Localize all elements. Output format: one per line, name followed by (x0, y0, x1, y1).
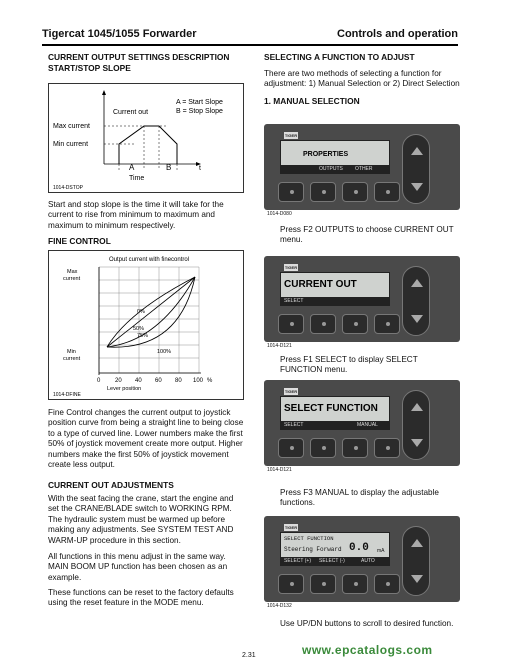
f2-button[interactable] (310, 182, 336, 202)
adjustments-paragraph: With the seat facing the crane, start the engine and set the CRANE/BLADE switch to WORKING RPM. The hydraulic system must be warmed up before making any adjustments. See SYSTEM TEST AND WARM-UP procedure in this section. (48, 494, 234, 545)
softkey-f3[interactable]: AUTO (361, 558, 375, 564)
figure-id: 1014-DSTOP (53, 185, 83, 191)
display-panel (264, 124, 460, 217)
slope-diagram (49, 84, 243, 192)
legend-b: B = Stop Slope (176, 108, 223, 115)
heading-current-out-adjustments: CURRENT OUT ADJUSTMENTS (48, 480, 174, 490)
x-tick: 20 (115, 378, 122, 384)
y-max-label-2: current (63, 276, 81, 282)
panel-group-2 (264, 256, 464, 376)
down-arrow-icon[interactable] (411, 439, 423, 447)
panel-caption: Press F2 OUTPUTS to choose CURRENT OUT menu. (280, 225, 454, 245)
heading-start-stop-slope: START/STOP SLOPE (48, 63, 131, 73)
down-arrow-icon[interactable] (411, 183, 423, 191)
panel-caption: Press F1 SELECT to display SELECT FUNCTION menu. (280, 355, 418, 375)
page-header (42, 26, 458, 46)
f4-button[interactable] (374, 182, 400, 202)
display-panel (264, 516, 460, 609)
down-arrow-icon[interactable] (411, 315, 423, 323)
curve-label-75: 75% (137, 333, 149, 339)
softkey-f3[interactable]: MANUAL (357, 422, 378, 428)
panel-group-1 (264, 124, 464, 244)
softkey-f1[interactable]: SELECT (284, 422, 304, 428)
f3-button[interactable] (342, 438, 368, 458)
figure-id: 1014-D121 (267, 467, 292, 473)
y-min-label-2: current (63, 356, 81, 362)
screen-title: CURRENT OUT (284, 279, 357, 290)
softkey-bar (281, 165, 389, 173)
f4-button[interactable] (374, 438, 400, 458)
x-axis-label: Lever position (107, 386, 142, 392)
fine-control-description: Fine Control changes the current output to joystick position curve from being a straight line to being close to a type of curved line. Lower numbers make the first 50% of joystick movement create more output. Higher numbers make the first 50% of joystick movement create less output. (48, 408, 244, 470)
heading-fine-control: FINE CONTROL (48, 236, 111, 246)
x-tick: 80 (175, 378, 182, 384)
display-panel (264, 256, 460, 349)
slope-description: Start and stop slope is the time it will take for the current to rise from minimum to maximum and maximum to minimum respectively. (48, 200, 224, 230)
section-title: Controls and operation (337, 28, 458, 40)
softkey-f2[interactable]: SELECT (-) (319, 558, 345, 564)
display-screen (280, 272, 390, 306)
selection-methods: There are two methods of selecting a function for adjustment: 1) Manual Selection or 2) Direct Selection (264, 69, 460, 89)
label-a: A (129, 163, 135, 172)
heading-manual-selection: 1. MANUAL SELECTION (264, 95, 360, 106)
f3-button[interactable] (342, 314, 368, 334)
up-arrow-icon[interactable] (411, 403, 423, 411)
panel-group-3 (264, 380, 464, 508)
current-value: 0.0 (349, 542, 369, 554)
display-screen (280, 396, 390, 430)
fine-control-chart (49, 251, 243, 399)
up-down-rocker[interactable] (402, 526, 430, 596)
function-name: Steering Forward (284, 546, 342, 553)
curve-label-100: 100% (157, 349, 172, 355)
watermark-url: www.epcatalogs.com (302, 643, 433, 657)
manual-title: Tigercat 1045/1055 Forwarder (42, 28, 197, 40)
f2-button[interactable] (310, 438, 336, 458)
up-down-rocker[interactable] (402, 134, 430, 204)
label-b: B (166, 163, 172, 172)
y-max-label: Max (67, 269, 78, 275)
y-min-label: Min (67, 349, 76, 355)
softkey-bar (281, 297, 389, 305)
screen-title: PROPERTIES (303, 151, 349, 158)
softkey-bar (281, 421, 389, 429)
heading-current-output-settings: CURRENT OUTPUT SETTINGS DESCRIPTION (48, 52, 230, 62)
f3-button[interactable] (342, 574, 368, 594)
softkey-f2[interactable]: OUTPUTS (319, 166, 343, 172)
f2-button[interactable] (310, 574, 336, 594)
x-tick: 40 (135, 378, 142, 384)
start-stop-slope-figure (48, 83, 244, 193)
tigercat-logo: TIGER (284, 133, 298, 138)
softkey-bar (281, 557, 389, 565)
label-current-out: Current out (113, 109, 149, 116)
softkey-f1[interactable]: SELECT (284, 298, 304, 304)
up-down-rocker[interactable] (402, 390, 430, 460)
screen-title: SELECT FUNCTION (284, 403, 378, 414)
right-column (264, 52, 464, 107)
x-tick: % (207, 378, 213, 384)
tigercat-logo: TIGER (284, 389, 298, 394)
up-arrow-icon[interactable] (411, 279, 423, 287)
f3-button[interactable] (342, 182, 368, 202)
f1-button[interactable] (278, 574, 304, 594)
figure-id: 1014-D080 (267, 211, 292, 217)
screen-title: SELECT FUNCTION (284, 535, 334, 542)
left-column (48, 52, 244, 74)
softkey-f3[interactable]: OTHER (355, 166, 373, 172)
softkey-f1[interactable]: SELECT (+) (284, 558, 311, 564)
f4-button[interactable] (374, 314, 400, 334)
figure-id: 1014-D121 (267, 343, 292, 349)
panel-group-4 (264, 516, 464, 640)
up-arrow-icon[interactable] (411, 539, 423, 547)
x-tick: 60 (155, 378, 162, 384)
tigercat-logo: TIGER (284, 265, 298, 270)
fine-control-figure (48, 250, 244, 400)
page-number: 2.31 (242, 652, 256, 659)
f1-button[interactable] (278, 314, 304, 334)
curve-label-50: 50% (133, 326, 145, 332)
label-max-current: Max current (53, 123, 90, 130)
f4-button[interactable] (374, 574, 400, 594)
heading-selecting-function: SELECTING A FUNCTION TO ADJUST (264, 52, 415, 62)
curve-label-0: 0% (137, 309, 145, 315)
display-screen (280, 140, 390, 174)
x-tick: 0 (97, 378, 101, 384)
panel-caption: Use UP/DN buttons to scroll to desired function. (280, 619, 454, 628)
current-unit: mA (377, 548, 385, 554)
down-arrow-icon[interactable] (411, 575, 423, 583)
reset-paragraph: These functions can be reset to the factory defaults using the reset feature in the MODE menu. (48, 588, 234, 608)
f2-button[interactable] (310, 314, 336, 334)
figure-id: 1014-D132 (267, 603, 292, 609)
label-t: t (199, 165, 201, 172)
fine-control-title: Output current with finecontrol (109, 257, 190, 263)
label-time: Time (129, 175, 145, 182)
f1-button[interactable] (278, 438, 304, 458)
display-panel (264, 380, 460, 473)
panel-caption: Press F3 MANUAL to display the adjustable functions. (280, 488, 439, 508)
up-down-rocker[interactable] (402, 266, 430, 336)
display-screen (280, 532, 390, 566)
functions-paragraph: All functions in this menu adjust in the same way. MAIN BOOM UP function has been chosen as an example. (48, 552, 228, 582)
f1-button[interactable] (278, 182, 304, 202)
up-arrow-icon[interactable] (411, 147, 423, 155)
x-tick: 100 (193, 378, 204, 384)
tigercat-logo: TIGER (284, 525, 298, 530)
figure-id: 1014-DFINE (53, 392, 81, 398)
label-min-current: Min current (53, 141, 89, 148)
legend-a: A = Start Slope (176, 99, 223, 106)
